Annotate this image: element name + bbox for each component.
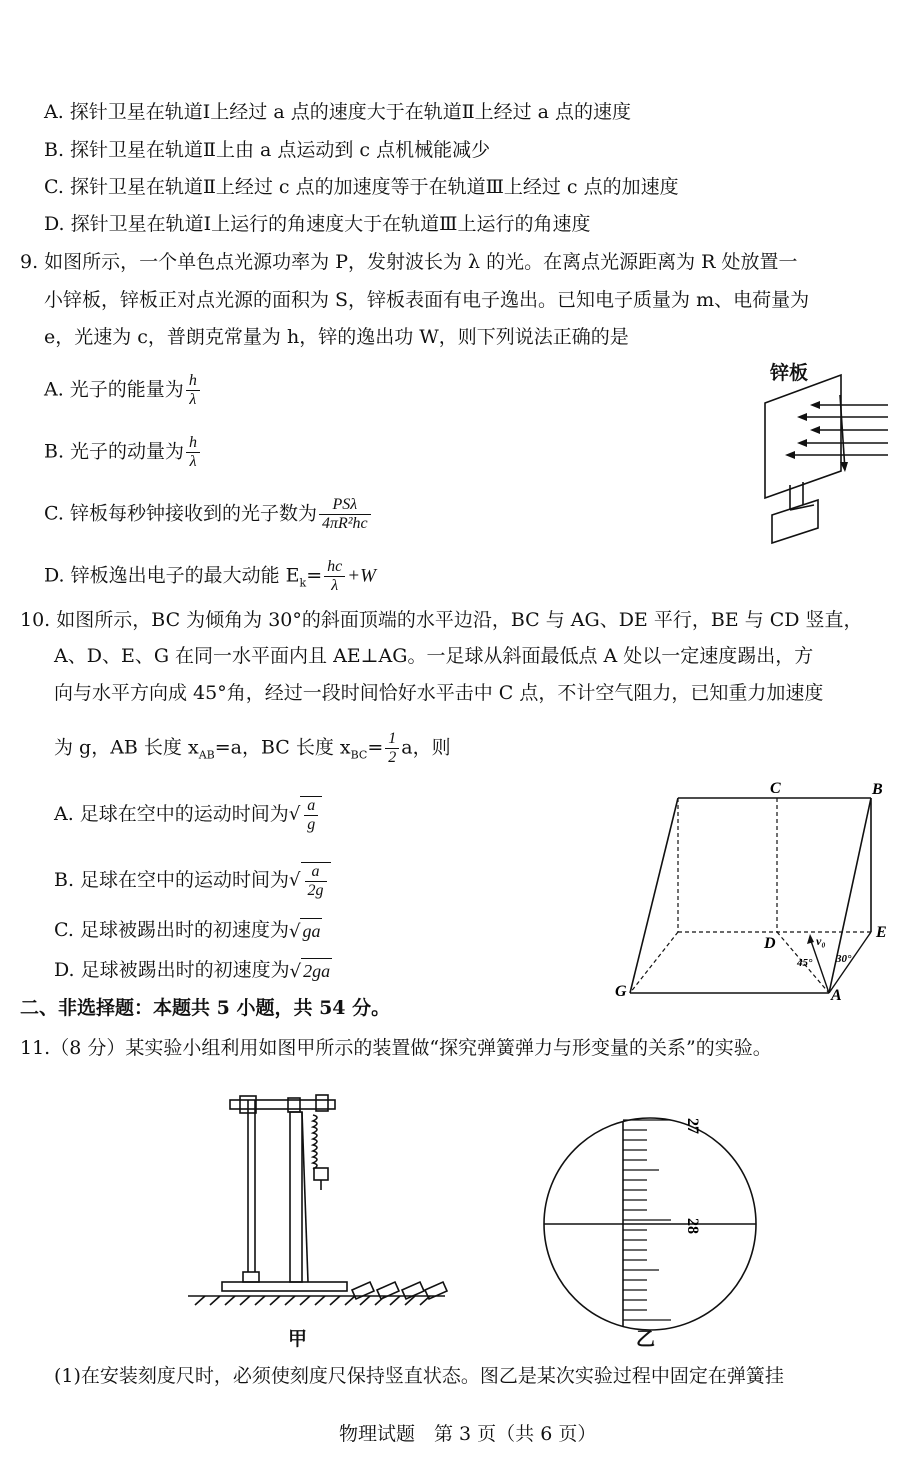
q10-option-a-fraction xyxy=(304,797,318,834)
q10-stem-line3: 向与水平方向成 45°角，经过一段时间恰好水平击中 C 点，不计空气阻力，已知重力加速度 xyxy=(54,682,824,704)
zinc-plate xyxy=(765,375,841,498)
section2-heading: 二、非选择题：本题共 5 小题，共 54 分。 xyxy=(20,997,391,1019)
radicand: ga xyxy=(300,918,322,943)
ground-hatch xyxy=(195,1296,430,1305)
figure-yi-label: 乙 xyxy=(636,1328,656,1350)
label-angle-45: 45° xyxy=(797,957,813,969)
frac-num: a xyxy=(304,797,318,816)
frac-den: λ xyxy=(331,577,339,594)
label-b: B xyxy=(872,781,883,798)
figure-jia-label: 甲 xyxy=(288,1328,308,1350)
frac-num: 1 xyxy=(385,730,399,749)
q10-line4-c: = xyxy=(367,736,384,759)
q10-option-b-sqrt: √ $\frac{a}{2g}$ xyxy=(289,862,330,900)
q9-option-c-fraction xyxy=(319,496,371,533)
q9-option-b-text: B. 光子的动量为 xyxy=(44,440,185,463)
frac-num: h xyxy=(186,372,200,391)
frac-num: hc xyxy=(324,558,345,577)
ruler xyxy=(290,1112,302,1282)
plate-edge-arrow xyxy=(840,395,845,470)
q11-sub1-line: (1)在安装刻度尺时，必须使刻度尺保持竖直状态。图乙是某次实验过程中固定在弹簧挂 xyxy=(54,1365,784,1387)
q9-option-c xyxy=(44,496,373,533)
q10-stem-line2: A、D、E、G 在同一水平面内且 AE⊥AG。一足球从斜面最低点 A 处以一定速度踢出，方 xyxy=(54,645,814,667)
zinc-plate-label: 锌板 xyxy=(770,362,809,384)
q10-option-d xyxy=(54,958,332,984)
frac-num: PSλ xyxy=(319,496,371,515)
q11-stem-line1: 11.（8 分）某实验小组利用如图甲所示的装置做“探究弹簧弹力与形变量的关系”的实验。 xyxy=(20,1037,772,1059)
q9-stem-line2: 小锌板，锌板正对点光源的面积为 S，锌板表面有电子逸出。已知电子质量为 m、电荷量为 xyxy=(44,289,810,311)
tick-label-28: 28 xyxy=(684,1218,701,1234)
q9-option-d-eq: = xyxy=(306,564,323,587)
label-a: A xyxy=(831,987,842,1004)
q9-option-b xyxy=(44,434,202,471)
q9-option-d-fraction xyxy=(324,558,345,595)
label-c: C xyxy=(770,780,781,797)
q9-option-d-text: D. 锌板逸出电子的最大动能 E xyxy=(44,564,300,587)
frac-num: h xyxy=(186,434,200,453)
q10-line4-d: a，则 xyxy=(401,736,451,759)
q10-option-a-text: A. 足球在空中的运动时间为 xyxy=(54,803,289,825)
q10-option-a-sqrt: √ $\frac{a}{g}$ xyxy=(289,796,322,834)
frac-den: 2 xyxy=(388,749,397,766)
q10-option-b-fraction xyxy=(305,863,327,900)
q9-option-d xyxy=(44,558,376,595)
q9-option-a xyxy=(44,372,202,409)
q9-option-a-fraction xyxy=(186,372,200,409)
q9-option-b-fraction xyxy=(186,434,200,471)
q9-option-d-sub: k xyxy=(299,576,307,590)
frac-den: λ xyxy=(189,453,197,470)
q9-option-c-text: C. 锌板每秒钟接收到的光子数为 xyxy=(44,502,317,525)
q10-option-d-sqrt: √ 2ga xyxy=(290,958,332,984)
q10-sub-ab: AB xyxy=(198,748,215,762)
q10-stem-line1: 10. 如图所示，BC 为倾角为 30°的斜面顶端的水平边沿，BC 与 AG、DE 平行，BE 与 CD 竖直， xyxy=(20,609,863,631)
label-v0: v₀ xyxy=(816,934,826,948)
electroscope-box xyxy=(772,500,818,543)
q10-line4-b: =a，BC 长度 x xyxy=(214,736,351,759)
q10-line4-a: 为 g，AB 长度 x xyxy=(54,736,199,759)
q10-sub-bc: BC xyxy=(350,748,368,762)
q10-option-c-sqrt: √ ga xyxy=(289,918,322,944)
view-circle xyxy=(544,1118,756,1330)
q8-option-d: D. 探针卫星在轨道Ⅰ上运行的角速度大于在轨道Ⅲ上运行的角速度 xyxy=(44,213,591,235)
label-g: G xyxy=(615,983,627,1000)
weights xyxy=(352,1282,447,1299)
q10-option-a xyxy=(54,796,322,834)
q9-stem-line3: e，光速为 c，普朗克常量为 h，锌的逸出功 W，则下列说法正确的是 xyxy=(44,326,629,348)
frac-den: 2g xyxy=(307,882,324,899)
q8-option-b: B. 探针卫星在轨道Ⅱ上由 a 点运动到 c 点机械能减少 xyxy=(44,139,491,161)
page-footer: 物理试题 第 3 页（共 6 页） xyxy=(339,1423,597,1445)
q10-stem-line4 xyxy=(54,730,451,767)
q10-half-fraction xyxy=(385,730,399,767)
q9-stem-line1: 9. 如图所示，一个单色点光源功率为 P，发射波长为 λ 的光。在离点光源距离为 R 处放置一 xyxy=(20,251,798,273)
frac-num: a xyxy=(305,863,327,882)
q10-option-b xyxy=(54,862,331,900)
label-angle-30: 30° xyxy=(836,953,852,965)
q9-option-a-text: A. 光子的能量为 xyxy=(44,378,184,401)
radicand: 2ga xyxy=(301,958,332,983)
q8-option-a: A. 探针卫星在轨道Ⅰ上经过 a 点的速度大于在轨道Ⅱ上经过 a 点的速度 xyxy=(44,101,632,123)
frac-den: λ xyxy=(189,391,197,408)
q10-option-c xyxy=(54,918,322,944)
q10-option-b-text: B. 足球在空中的运动时间为 xyxy=(54,869,290,891)
q10-option-d-text: D. 足球被踢出时的初速度为 xyxy=(54,959,290,981)
q8-option-c: C. 探针卫星在轨道Ⅱ上经过 c 点的加速度等于在轨道Ⅲ上经过 c 点的加速度 xyxy=(44,176,679,198)
frac-den: 4πR²hc xyxy=(321,515,368,532)
q10-option-c-text: C. 足球被踢出时的初速度为 xyxy=(54,919,289,941)
label-e: E xyxy=(876,924,887,941)
tick-label-27: 27 xyxy=(684,1118,701,1134)
label-d: D xyxy=(764,935,776,952)
spring xyxy=(313,1115,317,1169)
q9-option-d-tail: +W xyxy=(347,565,376,587)
frac-den: g xyxy=(307,816,316,833)
